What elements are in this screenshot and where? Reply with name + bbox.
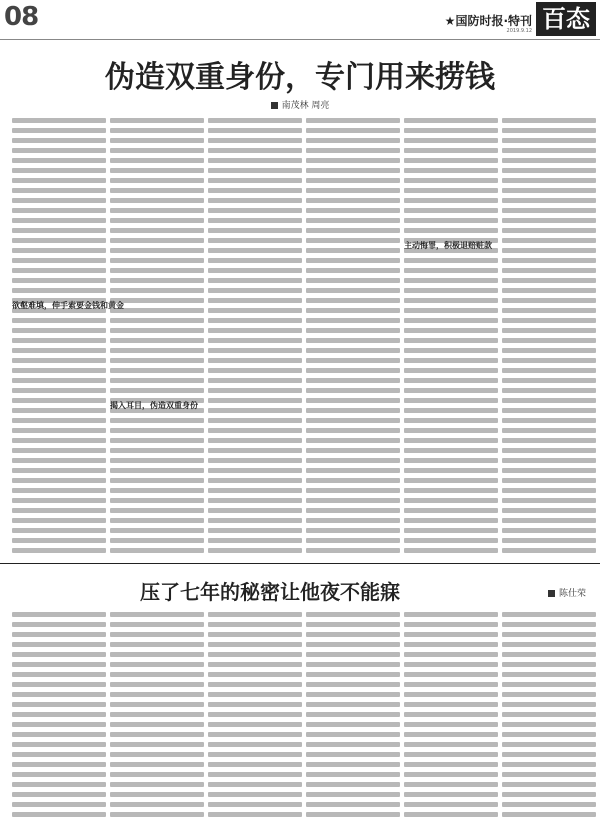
column-5	[404, 118, 498, 554]
column-2	[110, 118, 204, 554]
section-divider	[0, 563, 600, 564]
main-headline: 伪造双重身份，专门用来捞钱	[105, 60, 495, 95]
second-article-body	[12, 612, 594, 826]
column-4	[306, 612, 400, 826]
subhead-3: 主动悔罪，积极退赔赃款	[404, 241, 492, 250]
subhead-1: 欲壑难填，伸手索要金钱和黄金	[12, 301, 124, 310]
page-number: 08	[4, 2, 39, 32]
main-byline	[0, 98, 600, 111]
subhead-2: 揭入耳目，伪造双重身份	[110, 401, 198, 410]
column-6	[502, 612, 596, 826]
section-label: 百态	[536, 2, 596, 36]
bullet-icon	[548, 590, 555, 597]
issue-date: 2019.9.12	[506, 28, 532, 34]
brand-label: 国防时报·特刊	[455, 14, 532, 28]
second-byline-text: 陈仕荣	[558, 589, 586, 599]
column-4	[306, 118, 400, 554]
column-2	[110, 612, 204, 826]
star-icon: ★	[444, 14, 456, 28]
page-header	[0, 0, 600, 40]
column-3	[208, 118, 302, 554]
bullet-icon	[271, 102, 278, 109]
main-article-body	[12, 118, 594, 554]
second-byline	[548, 586, 586, 599]
column-1	[12, 118, 106, 554]
header-rule	[0, 39, 600, 40]
column-1	[12, 612, 106, 826]
column-5	[404, 612, 498, 826]
main-byline-text: 南茂林 周亮	[281, 101, 330, 111]
newspaper-brand	[445, 12, 532, 29]
second-headline: 压了七年的秘密让他夜不能寐	[140, 580, 400, 604]
column-6	[502, 118, 596, 554]
column-3	[208, 612, 302, 826]
